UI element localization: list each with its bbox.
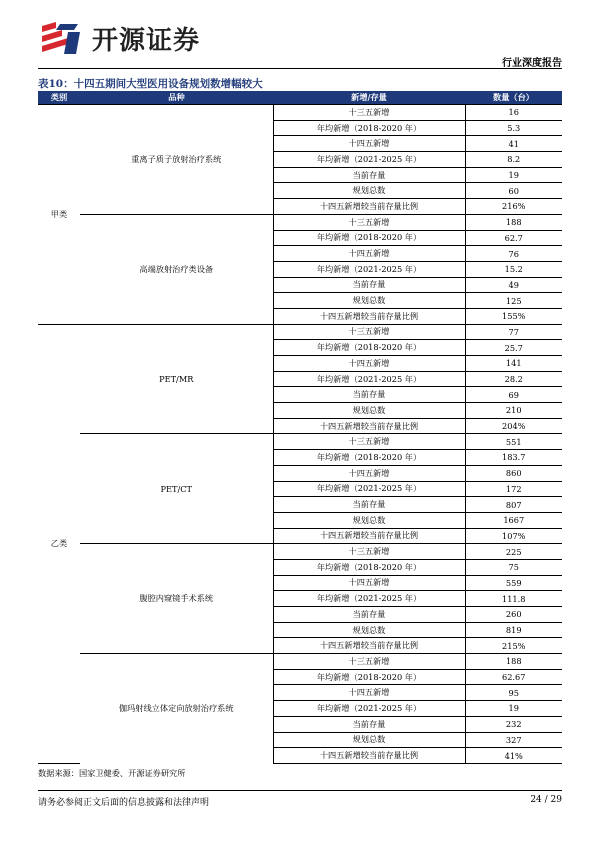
quantity-cell: 216% <box>465 199 562 215</box>
table-row <box>38 214 562 230</box>
table-header-row <box>38 91 562 105</box>
category-cell: 甲类 <box>38 105 80 325</box>
table-body <box>38 105 562 764</box>
header-category: 类别 <box>38 91 80 105</box>
metric-cell: 十三五新增 <box>273 544 465 560</box>
quantity-cell: 551 <box>465 434 562 450</box>
quantity-cell: 25.7 <box>465 340 562 356</box>
page-number: 24 / 29 <box>530 795 562 805</box>
quantity-cell: 232 <box>465 716 562 732</box>
metric-cell: 十四五新增较当前存量比例 <box>273 638 465 654</box>
quantity-cell: 75 <box>465 559 562 575</box>
metric-cell: 年均新增（2021-2025 年） <box>273 591 465 607</box>
header-divider <box>38 68 562 69</box>
metric-cell: 十四五新增 <box>273 575 465 591</box>
metric-cell: 规划总数 <box>273 183 465 199</box>
equipment-plan-table <box>38 91 562 764</box>
metric-cell: 当前存量 <box>273 716 465 732</box>
metric-cell: 年均新增（2018-2020 年） <box>273 559 465 575</box>
metric-cell: 年均新增（2018-2020 年） <box>273 669 465 685</box>
quantity-cell: 62.67 <box>465 669 562 685</box>
metric-cell: 年均新增（2021-2025 年） <box>273 481 465 497</box>
product-cell: PET/CT <box>80 434 273 544</box>
metric-cell: 当前存量 <box>273 277 465 293</box>
quantity-cell: 1667 <box>465 512 562 528</box>
metric-cell: 十四五新增较当前存量比例 <box>273 199 465 215</box>
quantity-cell: 41% <box>465 748 562 764</box>
document-type: 行业深度报告 <box>502 58 562 69</box>
metric-cell: 十三五新增 <box>273 214 465 230</box>
quantity-cell: 860 <box>465 465 562 481</box>
metric-cell: 年均新增（2018-2020 年） <box>273 340 465 356</box>
metric-cell: 年均新增（2021-2025 年） <box>273 261 465 277</box>
metric-cell: 十三五新增 <box>273 434 465 450</box>
quantity-cell: 8.2 <box>465 152 562 168</box>
quantity-cell: 28.2 <box>465 371 562 387</box>
metric-cell: 十三五新增 <box>273 324 465 340</box>
quantity-cell: 76 <box>465 246 562 262</box>
quantity-cell: 819 <box>465 622 562 638</box>
quantity-cell: 107% <box>465 528 562 544</box>
metric-cell: 年均新增（2018-2020 年） <box>273 120 465 136</box>
product-cell: 高端放射治疗类设备 <box>80 214 273 324</box>
quantity-cell: 111.8 <box>465 591 562 607</box>
header-quantity: 数量（台） <box>465 91 562 105</box>
logo-text: 开源证券 <box>92 26 201 56</box>
metric-cell: 当前存量 <box>273 167 465 183</box>
metric-cell: 十四五新增较当前存量比例 <box>273 418 465 434</box>
quantity-cell: 49 <box>465 277 562 293</box>
metric-cell: 十四五新增较当前存量比例 <box>273 308 465 324</box>
metric-cell: 规划总数 <box>273 732 465 748</box>
quantity-cell: 807 <box>465 497 562 513</box>
metric-cell: 十四五新增较当前存量比例 <box>273 528 465 544</box>
product-cell: 伽玛射线立体定向放射治疗系统 <box>80 654 273 764</box>
metric-cell: 年均新增（2018-2020 年） <box>273 450 465 466</box>
logo-mark-icon <box>38 20 82 56</box>
metric-cell: 年均新增（2021-2025 年） <box>273 701 465 717</box>
metric-cell: 当前存量 <box>273 387 465 403</box>
quantity-cell: 172 <box>465 481 562 497</box>
quantity-cell: 559 <box>465 575 562 591</box>
quantity-cell: 62.7 <box>465 230 562 246</box>
metric-cell: 年均新增（2021-2025 年） <box>273 371 465 387</box>
metric-cell: 当前存量 <box>273 607 465 623</box>
metric-cell: 十三五新增 <box>273 654 465 670</box>
quantity-cell: 215% <box>465 638 562 654</box>
quantity-cell: 19 <box>465 701 562 717</box>
metric-cell: 当前存量 <box>273 497 465 513</box>
quantity-cell: 15.2 <box>465 261 562 277</box>
quantity-cell: 204% <box>465 418 562 434</box>
metric-cell: 十三五新增 <box>273 105 465 121</box>
product-cell: 重离子质子放射治疗系统 <box>80 105 273 215</box>
category-cell: 乙类 <box>38 324 80 763</box>
metric-cell: 规划总数 <box>273 403 465 419</box>
table-row <box>38 654 562 670</box>
quantity-cell: 16 <box>465 105 562 121</box>
quantity-cell: 5.3 <box>465 120 562 136</box>
quantity-cell: 188 <box>465 654 562 670</box>
quantity-cell: 210 <box>465 403 562 419</box>
table-row <box>38 324 562 340</box>
metric-cell: 规划总数 <box>273 293 465 309</box>
metric-cell: 年均新增（2018-2020 年） <box>273 230 465 246</box>
quantity-cell: 155% <box>465 308 562 324</box>
metric-cell: 十四五新增较当前存量比例 <box>273 748 465 764</box>
metric-cell: 十四五新增 <box>273 465 465 481</box>
quantity-cell: 60 <box>465 183 562 199</box>
metric-cell: 十四五新增 <box>273 246 465 262</box>
quantity-cell: 125 <box>465 293 562 309</box>
company-logo <box>38 18 238 58</box>
quantity-cell: 141 <box>465 356 562 372</box>
quantity-cell: 260 <box>465 607 562 623</box>
metric-cell: 年均新增（2021-2025 年） <box>273 152 465 168</box>
quantity-cell: 327 <box>465 732 562 748</box>
metric-cell: 十四五新增 <box>273 356 465 372</box>
table-caption: 表10：十四五期间大型医用设备规划数增幅较大 <box>38 78 263 90</box>
quantity-cell: 69 <box>465 387 562 403</box>
metric-cell: 十四五新增 <box>273 685 465 701</box>
quantity-cell: 41 <box>465 136 562 152</box>
metric-cell: 规划总数 <box>273 512 465 528</box>
quantity-cell: 188 <box>465 214 562 230</box>
metric-cell: 规划总数 <box>273 622 465 638</box>
product-cell: 腹腔内窥镜手术系统 <box>80 544 273 654</box>
quantity-cell: 19 <box>465 167 562 183</box>
header-metric: 新增/存量 <box>273 91 465 105</box>
table-row <box>38 105 562 121</box>
disclaimer: 请务必参阅正文后面的信息披露和法律声明 <box>38 798 210 808</box>
quantity-cell: 95 <box>465 685 562 701</box>
table-row <box>38 434 562 450</box>
quantity-cell: 183.7 <box>465 450 562 466</box>
product-cell: PET/MR <box>80 324 273 434</box>
metric-cell: 十四五新增 <box>273 136 465 152</box>
footer-divider <box>38 790 562 791</box>
quantity-cell: 225 <box>465 544 562 560</box>
header-product: 品种 <box>80 91 273 105</box>
quantity-cell: 77 <box>465 324 562 340</box>
table-row <box>38 544 562 560</box>
data-source: 数据来源：国家卫健委、开源证券研究所 <box>38 768 186 778</box>
